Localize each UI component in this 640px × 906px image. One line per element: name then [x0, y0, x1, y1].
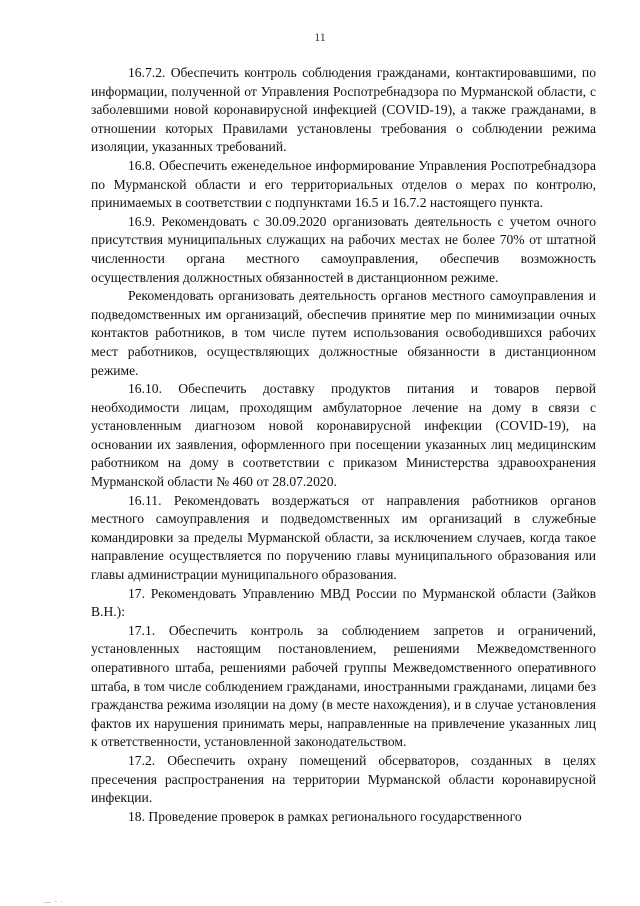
paragraph-17: 17. Рекомендовать Управлению МВД России по Мурманской области (Зайков В.Н.):	[91, 585, 596, 620]
paragraph-16-7-2: 16.7.2. Обеспечить контроль соблюдения гражданами, контактировавшими, по информации, полученной от Управления Роспотребнадзора по Мурманской области, с заболевшими новой коронавирусной инфекцией (COVID-19), а также гражданами, в отношении которых Правилами установлены требования о соблюдении режима изоляции, указанных требований.	[91, 65, 596, 155]
page-number: 11	[314, 30, 326, 44]
paragraph-17-1: 17.1. Обеспечить контроль за соблюдением запретов и ограничений, установленных настоящим постановлением, решениями Межведомственного оперативного штаба, решениями рабочей группы Межведомственного оперативного штаба, в том числе соблюдением гражданами, иностранными гражданами, лицами без гражданства режима изоляции на дому (в месте нахождения), и в случае установления фактов их нарушения принимать меры, направленные на привлечение указанных лиц к ответственности, установленной законодательством.	[91, 622, 596, 750]
paragraph-16-10: 16.10. Обеспечить доставку продуктов питания и товаров первой необходимости лицам, проходящим амбулаторное лечение на дому в связи с установленным диагнозом новой коронавирусной инфекции (COVID-19), на основании их заявления, оформленного при посещении указанных лиц медицинским работником на дому в соответствии с приказом Министерства здравоохранения Мурманской области № 460 от 28.07.2020.	[91, 381, 596, 490]
document-body	[91, 64, 596, 826]
paragraph-16-8: 16.8. Обеспечить еженедельное информирование Управления Роспотребнадзора по Мурманской области и его территориальных отделов о мерах по контролю, принимаемых в соответствии с подпунктами 16.5 и 16.7.2 настоящего пункта.	[91, 157, 596, 211]
paragraph-recommend: Рекомендовать организовать деятельность органов местного самоуправления и подведомственных им организаций, обеспечив принятие мер по минимизации очных контактов работников, в том числе путем использования освободившихся рабочих мест работников, осуществляющих должностные обязанности в дистанционном режиме.	[91, 288, 596, 378]
footer-scan-mark: — · ·	[44, 898, 65, 906]
paragraph-16-11: 16.11. Рекомендовать воздержаться от направления работников органов местного самоуправления и подведомственных им организаций в служебные командировки за пределы Мурманской области, за исключением случаев, когда такое направление осуществляется по поручению главы муниципального образования или главы администрации муниципального образования.	[91, 492, 596, 583]
paragraph-16-9: 16.9. Рекомендовать с 30.09.2020 организовать деятельность с учетом очного присутствия муниципальных служащих на рабочих местах не более 70% от штатной численности органа местного самоуправления, обеспечив возможность осуществления должностных обязанностей в дистанционном режиме.	[91, 213, 596, 285]
paragraph-17-2: 17.2. Обеспечить охрану помещений обсерваторов, созданных в целях пресечения распространения на территории Мурманской области коронавирусной инфекции.	[91, 752, 596, 806]
paragraph-18: 18. Проведение проверок в рамках регионального государственного	[128, 808, 522, 824]
